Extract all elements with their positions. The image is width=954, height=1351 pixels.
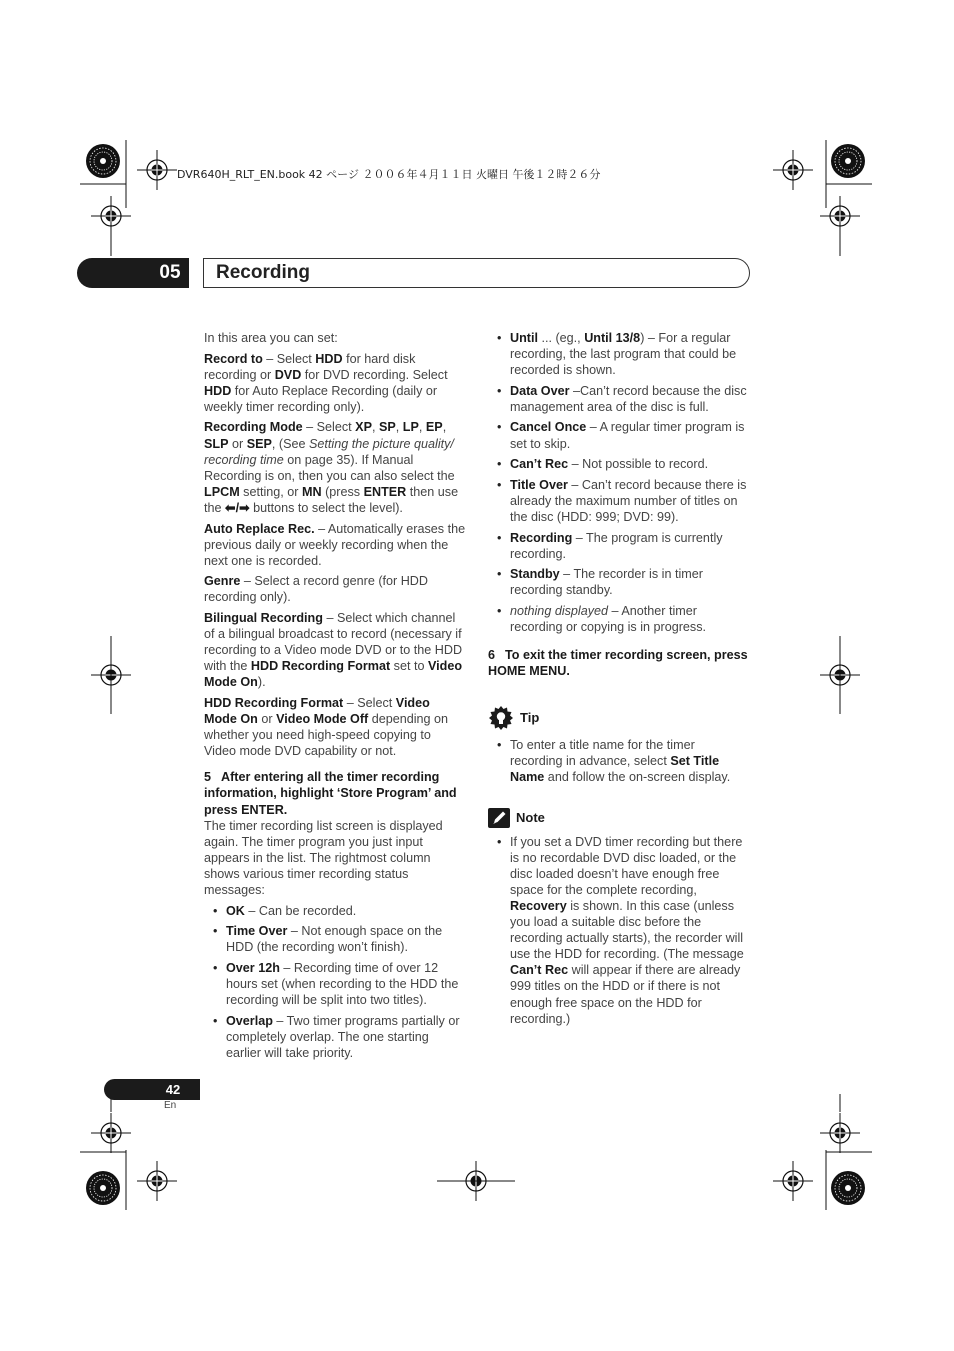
page-number: 42 — [165, 1082, 181, 1097]
registration-mark — [91, 1113, 131, 1153]
tip-text: • To enter a title name for the timer recording in advance, select Set Title Name and follow the on-screen display. — [488, 737, 750, 785]
list-item: • Recording – The program is currently recording. — [488, 530, 750, 562]
note-heading: Note — [488, 808, 750, 828]
list-item: • Standby – The recorder is in timer recording standby. — [488, 566, 750, 598]
pencil-icon — [488, 808, 510, 828]
registration-mark — [137, 150, 177, 190]
registration-mark — [91, 196, 131, 236]
step-6: 6 To exit the timer recording screen, press HOME MENU. — [488, 648, 748, 679]
registration-star-bottom-right — [831, 1171, 865, 1205]
registration-star-bottom-left — [86, 1171, 120, 1205]
registration-mark — [137, 1161, 177, 1201]
registration-mark — [773, 150, 813, 190]
step-5-body: The timer recording list screen is displayed again. The timer program you just input appears in the list. The rightmost column shows various timer recording status messages: — [204, 818, 443, 897]
bilingual-item: Bilingual Recording – Select which channel of a bilingual broadcast to record (necessary if recording to a Video mode DVD or to the HDD with the HDD Recording Format set to Video Mode On). — [204, 611, 463, 690]
chapter-title: Recording — [216, 262, 310, 283]
registration-mark — [773, 1161, 813, 1201]
list-item: • Time Over – Not enough space on the HDD (the recording won’t finish). — [204, 923, 466, 955]
tip-list — [488, 737, 750, 785]
cross-reference: Setting the picture quality/ recording time — [204, 436, 454, 467]
list-item: • Cancel Once – A regular timer program is set to skip. — [488, 419, 750, 451]
list-item: • Until ... (eg., Until 13/8) – For a regular recording, the last program that could be recorded is shown. — [488, 330, 750, 378]
chapter-number: 05 — [159, 262, 181, 283]
list-item: • OK – Can be recorded. — [204, 903, 466, 919]
print-header: DVR640H_RLT_EN.book 42 ページ ２００６年４月１１日 火曜日 午後１２時２６分 — [177, 168, 601, 181]
page-language: En — [164, 1100, 177, 1111]
left-column — [204, 330, 466, 1065]
tip-heading: Tip — [488, 705, 750, 731]
list-item: • Title Over – Can’t record because there is already the maximum number of titles on the disc (HDD: 999; DVD: 99). — [488, 477, 750, 525]
right-column — [488, 330, 750, 1031]
status-list-left — [204, 903, 466, 1061]
registration-star-top-left — [86, 144, 120, 178]
lightbulb-icon — [488, 705, 514, 731]
registration-mark — [820, 1113, 860, 1153]
note-list — [488, 834, 750, 1027]
status-list-right — [488, 330, 750, 635]
list-item: • Can’t Rec – Not possible to record. — [488, 456, 750, 472]
hdd-format-item: HDD Recording Format – Select Video Mode On or Video Mode Off depending on whether you need high-speed copying to Video mode DVD capability or not. — [204, 695, 449, 759]
step-5: 5 After entering all the timer recording information, highlight ‘Store Program’ and press ENTER. — [204, 770, 457, 817]
record-to-item: Record to – Select HDD for hard disk recording or DVD for DVD recording. Select HDD for Auto Replace Recording (daily or weekly timer recording only). — [204, 351, 448, 414]
list-item: • Data Over –Can’t record because the disc management area of the disc is full. — [488, 383, 750, 415]
list-item: • Over 12h – Recording time of over 12 hours set (when recording to the HDD the recording will be split into two titles). — [204, 960, 466, 1008]
intro-text: In this area you can set: — [204, 331, 338, 345]
list-item: • nothing displayed – Another timer recording or copying is in progress. — [488, 603, 750, 635]
registration-star-top-right — [831, 144, 865, 178]
arrow-buttons-icon: ⬅/➡ — [225, 500, 250, 515]
genre-item: Genre – Select a record genre (for HDD recording only). — [204, 574, 428, 605]
list-item: • Overlap – Two timer programs partially or completely overlap. The one starting earlier will take priority. — [204, 1013, 466, 1061]
note-text: • If you set a DVD timer recording but there is no recordable DVD disc loaded, or the disc loaded doesn’t have enough free space for the complete recording, Recovery is shown. In this case (unless you load a suitable disc before the recording actually starts), the recorder will use the HDD for recording. (The message Can’t Rec will appear if there are already 999 titles on the HDD or if there is not enough free space on the HDD for recording.) — [488, 834, 750, 1027]
auto-replace-item: Auto Replace Rec. – Automatically erases the previous daily or weekly recording when the next one is recorded. — [204, 521, 466, 568]
recording-mode-item: Recording Mode – Select XP, SP, LP, EP, SLP or SEP, (See Setting the picture quality/ recording time on page 35). If Manual Recording is on, then you can also select the LPCM setting, or MN (press ENTER then use the ⬅/➡ buttons to select the level). — [204, 420, 459, 515]
